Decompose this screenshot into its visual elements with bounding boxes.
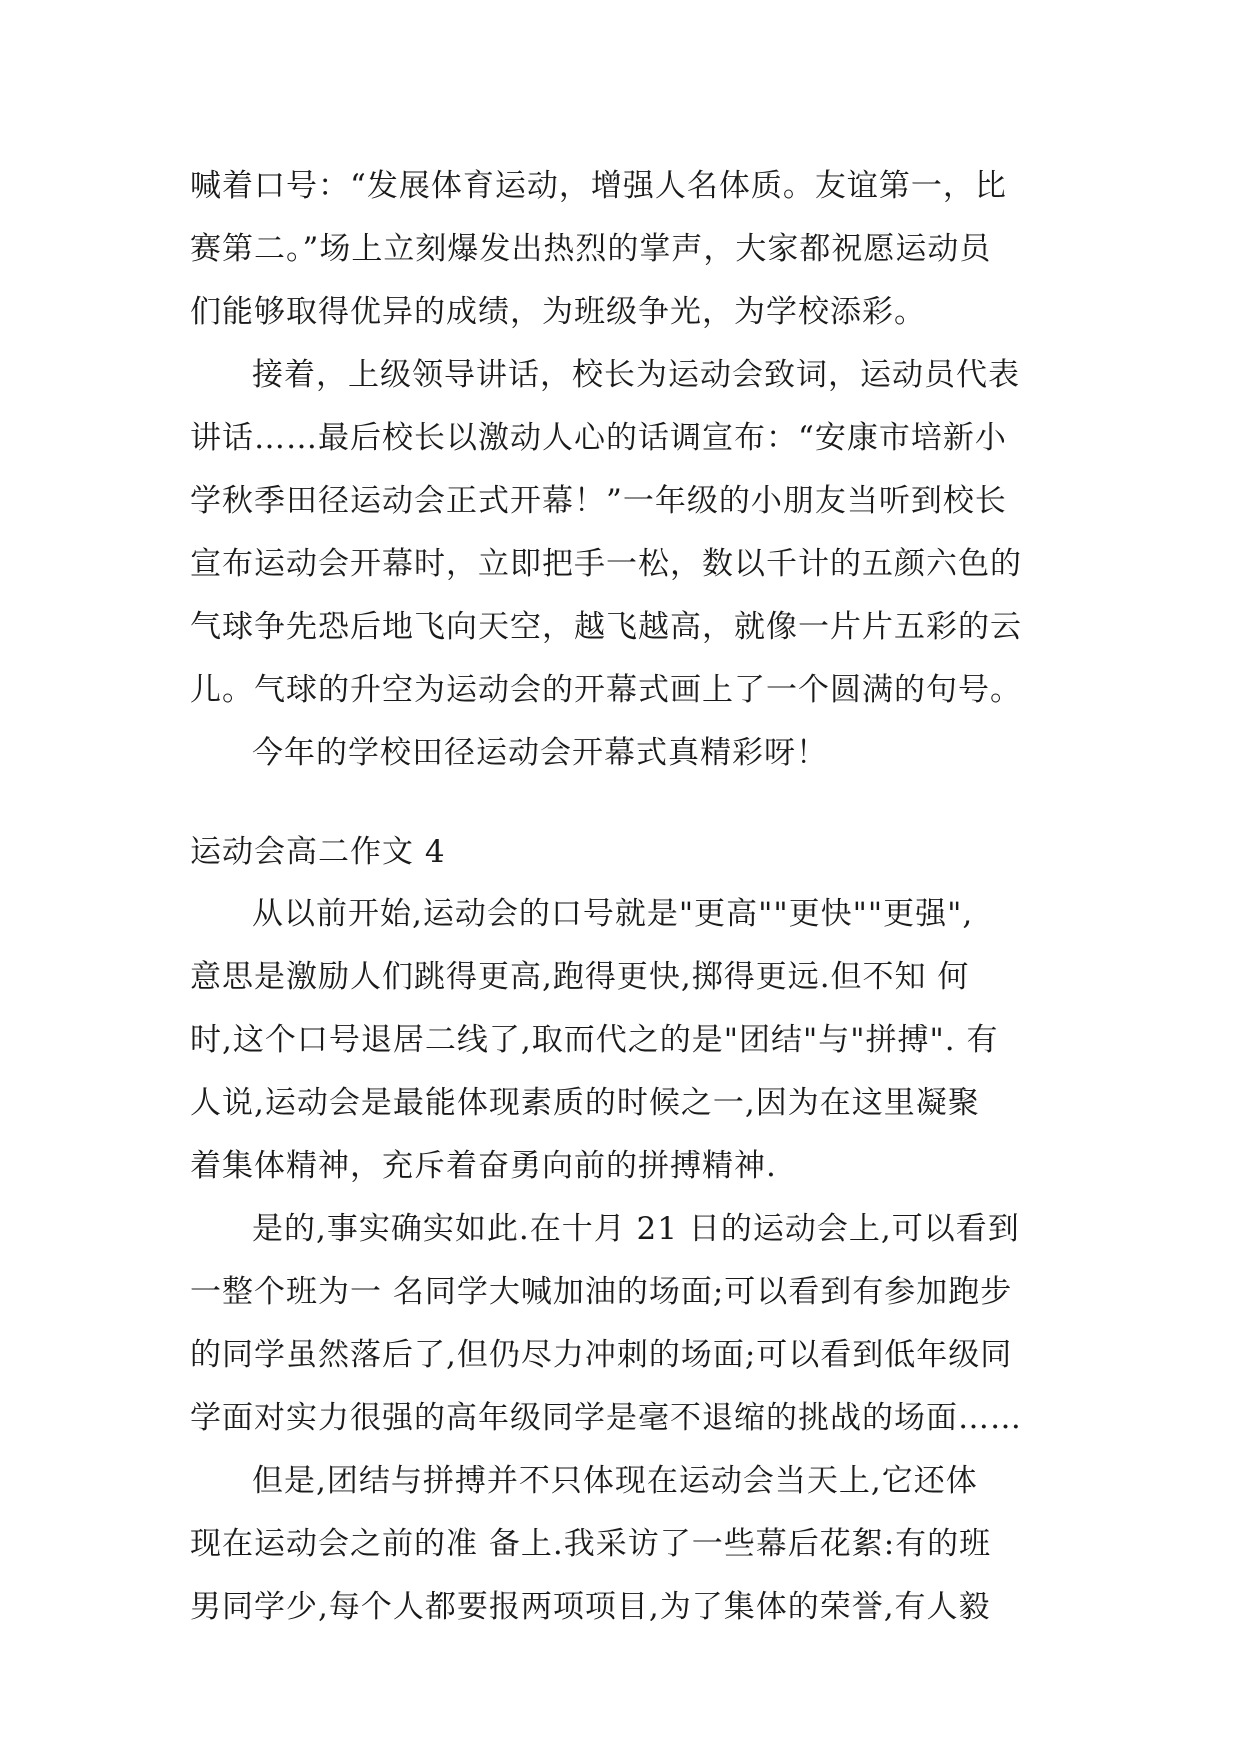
text-line: 宣布运动会开幕时，立即把手一松，数以千计的五颜六色的	[190, 546, 1022, 582]
text-line: 男同学少,每个人都要报两项项目,为了集体的荣誉,有人毅	[190, 1589, 991, 1625]
text-line: 接着，上级领导讲话，校长为运动会致词，运动员代表	[252, 357, 1020, 393]
text-line: 们能够取得优异的成绩，为班级争光，为学校添彩。	[190, 294, 926, 330]
text-line: 学面对实力很强的高年级同学是毫不退缩的挑战的场面……	[190, 1400, 1022, 1436]
text-line: 时,这个口号退居二线了,取而代之的是"团结"与"拼搏". 有	[190, 1022, 999, 1058]
text-line: 赛第二。”场上立刻爆发出热烈的掌声，大家都祝愿运动员	[190, 231, 992, 267]
text-line: 是的,事实确实如此.在十月 21 日的运动会上,可以看到	[252, 1211, 1020, 1247]
text-line: 现在运动会之前的准 备上.我采访了一些幕后花絮:有的班	[190, 1526, 992, 1562]
section-title: 运动会高二作文 4	[190, 834, 446, 870]
text-line: 意思是激励人们跳得更高,跑得更快,掷得更远.但不知 何	[190, 959, 970, 995]
text-line: 人说,运动会是最能体现素质的时候之一,因为在这里凝聚	[190, 1085, 980, 1121]
text-line: 的同学虽然落后了,但仍尽力冲刺的场面;可以看到低年级同	[190, 1337, 1013, 1373]
text-line: 但是,团结与拼搏并不只体现在运动会当天上,它还体	[252, 1463, 978, 1499]
text-line: 气球争先恐后地飞向天空，越飞越高，就像一片片五彩的云	[190, 609, 1022, 645]
text-line: 一整个班为一 名同学大喊加油的场面;可以看到有参加跑步	[190, 1274, 1013, 1310]
text-line: 今年的学校田径运动会开幕式真精彩呀！	[252, 735, 828, 771]
text-line: 学秋季田径运动会正式开幕！”一年级的小朋友当听到校长	[190, 483, 1007, 519]
text-line: 儿。气球的升空为运动会的开幕式画上了一个圆满的句号。	[190, 672, 1022, 708]
text-line: 讲话……最后校长以激动人心的话调宣布：“安康市培新小	[190, 420, 1007, 456]
text-line: 从以前开始,运动会的口号就是"更高""更快""更强",	[252, 896, 974, 932]
text-line: 着集体精神，充斥着奋勇向前的拼搏精神.	[190, 1148, 777, 1184]
text-line: 喊着口号：“发展体育运动，增强人名体质。友谊第一，比	[190, 168, 1007, 204]
